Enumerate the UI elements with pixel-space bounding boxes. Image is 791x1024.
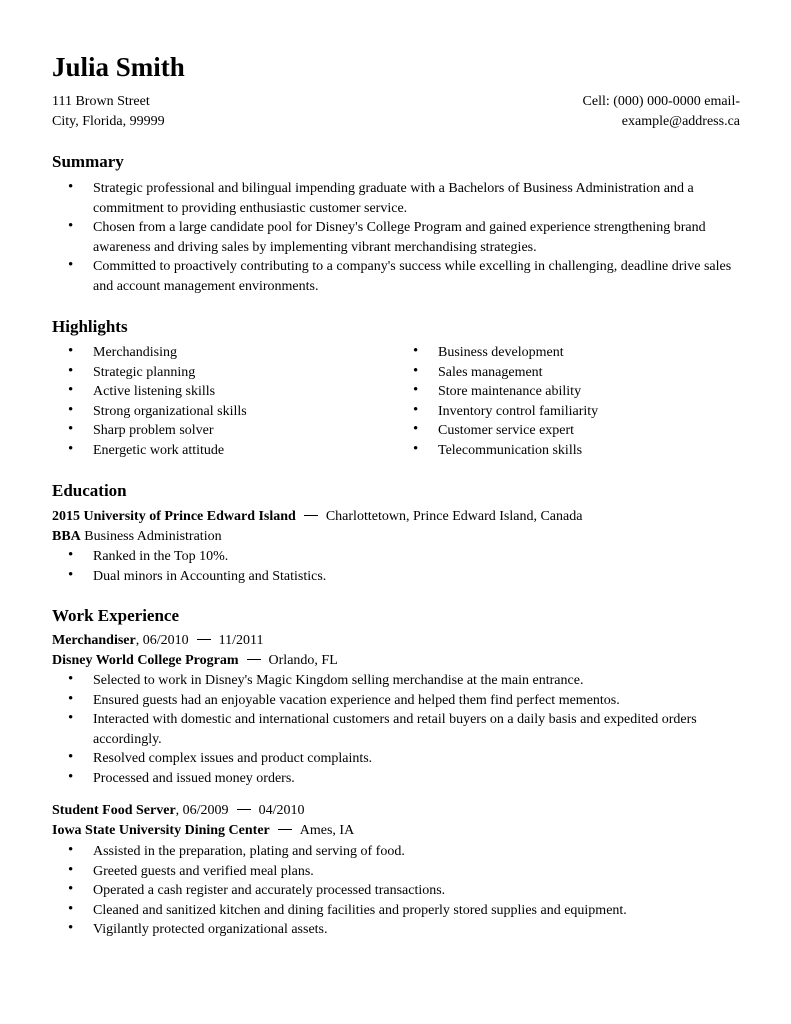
education-list: [52, 547, 742, 586]
highlight-item: • Strong organizational skills: [52, 402, 382, 422]
education-degree: BBA: [52, 529, 81, 544]
job-end: 11/2011: [218, 633, 264, 648]
highlights-left-list: [52, 343, 382, 460]
contact-phone-email: Cell: (000) 000-0000 email-: [582, 94, 740, 109]
job-duties-list: [52, 842, 742, 940]
highlights-heading: Highlights: [52, 317, 128, 336]
address-block: [52, 92, 165, 132]
job-duty-item: • Operated a cash register and accurately processed transactions.: [52, 881, 742, 901]
education-item: • Ranked in the Top 10%.: [52, 547, 742, 567]
work-heading: Work Experience: [52, 606, 180, 625]
summary-item: • Strategic professional and bilingual impending graduate with a Bachelors of Business Administration and a commitment to providing enthusiastic customer service.: [52, 179, 742, 218]
dash-separator: [197, 639, 211, 640]
summary-item: • Chosen from a large candidate pool for Disney's College Program and gained experience strengthening brand awareness and driving sales by implementing vibrant merchandising strategies.: [52, 218, 742, 257]
job-start: 06/2010: [142, 633, 189, 648]
dash-separator: [237, 809, 251, 810]
highlights-right-list: [397, 343, 727, 460]
job-duty-item: • Processed and issued money orders.: [52, 769, 742, 789]
education-heading: Education: [52, 481, 127, 500]
candidate-name: Julia Smith: [52, 52, 185, 82]
dash-separator: [247, 659, 261, 660]
job-employer-line: [52, 651, 338, 671]
job-role: Student Food Server: [52, 803, 176, 818]
summary-heading: Summary: [52, 152, 124, 171]
education-school: University of Prince Edward Island: [83, 509, 296, 524]
education-year: 2015: [52, 509, 80, 524]
job-employer-line: [52, 821, 354, 841]
summary-item: • Committed to proactively contributing to a company's success while excelling in challenging, deadline drive sales and account management environments.: [52, 257, 742, 296]
contact-block: [583, 92, 740, 132]
job-duty-item: • Greeted guests and verified meal plans.: [52, 862, 742, 882]
job-duty-item: • Assisted in the preparation, plating and serving of food.: [52, 842, 742, 862]
highlight-item: • Merchandising: [52, 343, 382, 363]
job-title-line: Merchandiser, 06/2010 11/2011: [52, 633, 264, 648]
job-location: Ames, IA: [299, 823, 355, 838]
highlight-item: • Strategic planning: [52, 363, 382, 383]
education-school-line: [52, 507, 582, 527]
education-degree-line: [52, 527, 222, 547]
job-employer: Iowa State University Dining Center: [52, 823, 270, 838]
highlight-item: • Store maintenance ability: [397, 382, 727, 402]
contact-email-address: example@address.ca: [621, 114, 740, 129]
highlight-item: • Energetic work attitude: [52, 441, 382, 461]
summary-list: [52, 179, 742, 296]
job-duty-item: • Cleaned and sanitized kitchen and dining facilities and properly stored supplies and equipment.: [52, 901, 742, 921]
job-title-line: Student Food Server, 06/2009 04/2010: [52, 803, 305, 818]
job-duty-item: • Vigilantly protected organizational assets.: [52, 920, 742, 940]
highlight-item: • Inventory control familiarity: [397, 402, 727, 422]
highlight-item: • Customer service expert: [397, 421, 727, 441]
job-role: Merchandiser: [52, 633, 136, 648]
job-duty-item: • Selected to work in Disney's Magic Kingdom selling merchandise at the main entrance.: [52, 671, 742, 691]
highlight-item: • Business development: [397, 343, 727, 363]
highlight-item: • Telecommunication skills: [397, 441, 727, 461]
job-duties-list: [52, 671, 742, 788]
job-duty-item: • Resolved complex issues and product complaints.: [52, 749, 742, 769]
education-field: Business Administration: [84, 529, 222, 544]
job-employer: Disney World College Program: [52, 653, 239, 668]
highlight-item: • Sharp problem solver: [52, 421, 382, 441]
dash-separator: [304, 515, 318, 516]
education-location: Charlottetown, Prince Edward Island, Canada: [325, 509, 583, 524]
job-duty-item: • Interacted with domestic and international customers and retail buyers on a daily basis and expedited orders accordingly.: [52, 710, 742, 749]
dash-separator: [278, 829, 292, 830]
job-start: 06/2009: [182, 803, 229, 818]
address-street: 111 Brown Street: [52, 94, 150, 109]
job-duty-item: • Ensured guests had an enjoyable vacation experience and helped them find perfect mementos.: [52, 691, 742, 711]
job-location: Orlando, FL: [268, 653, 338, 668]
address-city: City, Florida, 99999: [52, 114, 165, 129]
highlight-item: • Active listening skills: [52, 382, 382, 402]
job-end: 04/2010: [258, 803, 305, 818]
highlight-item: • Sales management: [397, 363, 727, 383]
education-item: • Dual minors in Accounting and Statistics.: [52, 567, 742, 587]
